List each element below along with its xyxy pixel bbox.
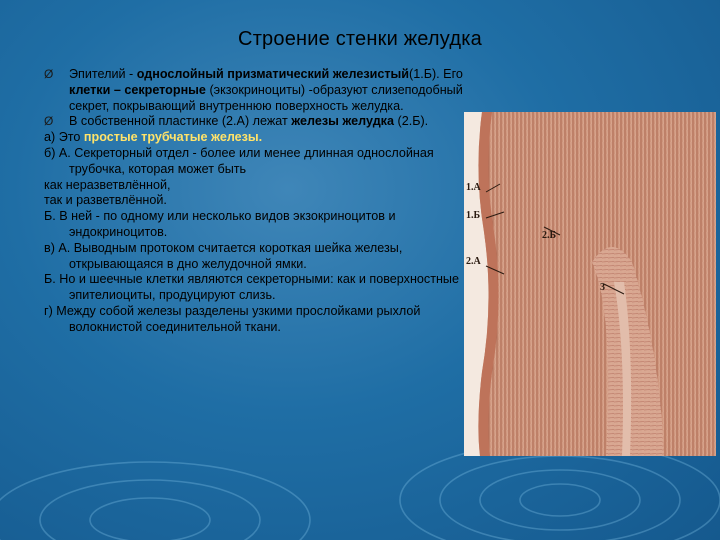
arrow-bullet-icon: Ø	[44, 114, 54, 129]
paragraph-v: в) А. Выводным протоком считается короткая шейка железы, открывающаяся в дно желудочной ямки.	[44, 240, 403, 271]
paragraph-v2: Б. Но и шеечные клетки являются секреторными: как и поверхностные эпителиоциты, продуцируют слизь.	[44, 272, 459, 303]
text-run: (экзокриноциты) -образуют слизеподобный секрет, покрывающий внутреннюю поверхность желудка.	[69, 82, 463, 113]
label-1b: 1.Б	[466, 210, 481, 221]
label-1a: 1.А	[466, 182, 481, 193]
text-run: (2.Б).	[394, 114, 429, 129]
arrow-bullet-icon: Ø	[44, 67, 54, 81]
label-2a: 2.А	[466, 256, 481, 267]
bold-term: клетки – секреторные	[69, 82, 206, 97]
paragraph-b2: Б. В ней - по одному или несколько видов экзокриноцитов и эндокриноцитов.	[44, 209, 396, 239]
highlighted-term: простые трубчатые железы.	[83, 130, 263, 145]
text-run: (1.Б). Его	[409, 67, 463, 81]
text-run: а) Это	[44, 130, 84, 145]
bold-term: железы желудка	[291, 114, 394, 129]
label-2b: 2.Б	[542, 230, 557, 241]
slide-title: Строение стенки желудка	[238, 28, 482, 50]
stomach-wall-micrograph	[464, 112, 716, 456]
bold-term: однослойный призматический железистый	[136, 67, 410, 81]
paragraph-g: г) Между собой железы разделены узкими прослойками рыхлой волокнистой соединительной ткани.	[44, 303, 421, 334]
paragraph-a	[44, 130, 464, 146]
paragraph-lamina	[44, 114, 464, 130]
paragraph-b: б) А. Секреторный отдел - более или менее длинная однослойная трубочка, которая может быть	[44, 145, 434, 176]
paragraph-unbranched: как неразветвлённой,	[44, 177, 171, 192]
label-3: 3	[600, 282, 605, 293]
text-run: В собственной пластинке (2.А) лежат	[69, 114, 292, 129]
text-run: Эпителий -	[69, 67, 137, 81]
paragraph-branched: так и разветвлённой.	[44, 193, 167, 208]
paragraph-epithelium	[44, 67, 464, 114]
body-text	[44, 67, 464, 336]
